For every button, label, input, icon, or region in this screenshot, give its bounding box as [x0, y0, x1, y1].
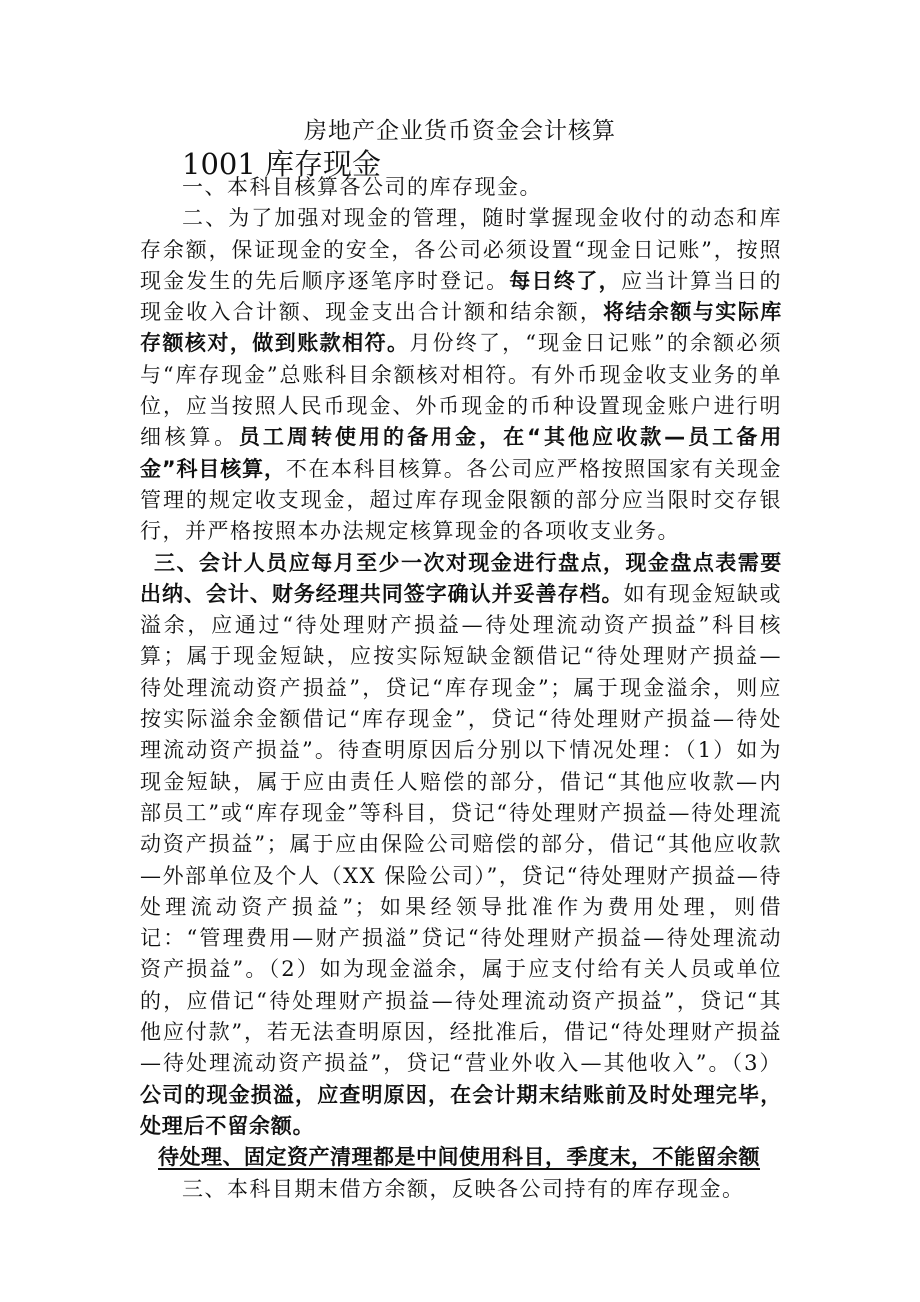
- paragraph-3-bold-b: 公司的现金损溢，应查明原因，在会计期末结账前及时处理完毕，处理后不留余额。: [140, 1082, 782, 1138]
- paragraph-2: [140, 203, 782, 547]
- highlight-note: 待处理、固定资产清理都是中间使用科目，季度末，不能留余额: [158, 1145, 760, 1170]
- paragraph-2-text-b: 应当计算当日的现金收入合计额、现金支出合计额和结余额，: [140, 268, 783, 325]
- paragraph-4-text: 三、本科目期末借方余额，反映各公司持有的库存现金。: [182, 1176, 745, 1201]
- paragraph-1-text: 一、本科目核算各公司的库存现金。: [182, 175, 542, 199]
- paragraph-3-text: 如有现金短缺或溢余，应通过“待处理财产损益—待处理流动资产损益”科目核算；属于现金短缺，应按实际短缺金额借记“待处理财产损益—待处理流动资产损益”，贷记“库存现金”；属于现金溢余，则应按实际溢余金额借记“库存现金”，贷记“待处理财产损益—待处理流动资产损益”。待查明原因后分别以下情况处理：（1）如为现金短缺，属于应由责任人赔偿的部分，借记“其他应收款—内部员工”或“库存现金”等科目，贷记“待处理财产损益—待处理流动资产损益”；属于应由保险公司赔偿的部分，借记“其他应收款—外部单位及个人（XX 保险公司）”，贷记“待处理财产损益—待处理流动资产损益”；如果经领导批准作为费用处理，则借记：“管理费用—财产损溢”贷记“待处理财产损益—待处理流动资产损益”。（2）如为现金溢余，属于应支付给有关人员或单位的，应借记“待处理财产损益—待处理流动资产损益”，贷记“其他应付款”，若无法查明原因，经批准后，借记“待处理财产损益—待处理流动资产损益”，贷记“营业外收入—其他收入”。（3）: [140, 581, 783, 1076]
- paragraph-2-text-a: 二、为了加强对现金的管理，随时掌握现金收付的动态和库存余额，保证现金的安全，各公司必须设置“现金日记账”，按照现金发生的先后顺序逐笔序时登记。: [140, 206, 782, 293]
- section-heading: 1001 库存现金: [182, 147, 382, 181]
- paragraph-2-bold-a: 每日终了，: [509, 268, 622, 293]
- paragraph-2-text-d: 不在本科目核算。各公司应严格按照国家有关现金管理的规定收支现金，超过库存现金限额的部分应当限时交存银行，并严格按照本办法规定核算现金的各项收支业务。: [140, 456, 783, 544]
- paragraph-1: [140, 172, 782, 203]
- paragraph-3: [140, 548, 782, 1143]
- document-title: 房地产企业货币资金会计核算: [304, 118, 616, 144]
- paragraph-3-bold-a: 三、会计人员应每月至少一次对现金进行盘点，现金盘点表需要出纳、会计、财务经理共同签字确认并妥善存档。: [140, 550, 782, 606]
- paragraph-2-bold-b: 将结余额与实际库存额核对，做到账款相符。: [140, 300, 782, 356]
- paragraph-2-bold-c: 员工周转使用的备用金，在“其他应收款—员工备用金”科目核算，: [140, 425, 783, 481]
- paragraph-4: [140, 1174, 782, 1205]
- paragraph-2-text-c: 月份终了，“现金日记账”的余额必须与“库存现金”总账科目余额核对相符。有外币现金收支业务的单位，应当按照人民币现金、外币现金的币种设置现金账户进行明细核算。: [140, 331, 782, 450]
- document-body: [140, 172, 782, 1205]
